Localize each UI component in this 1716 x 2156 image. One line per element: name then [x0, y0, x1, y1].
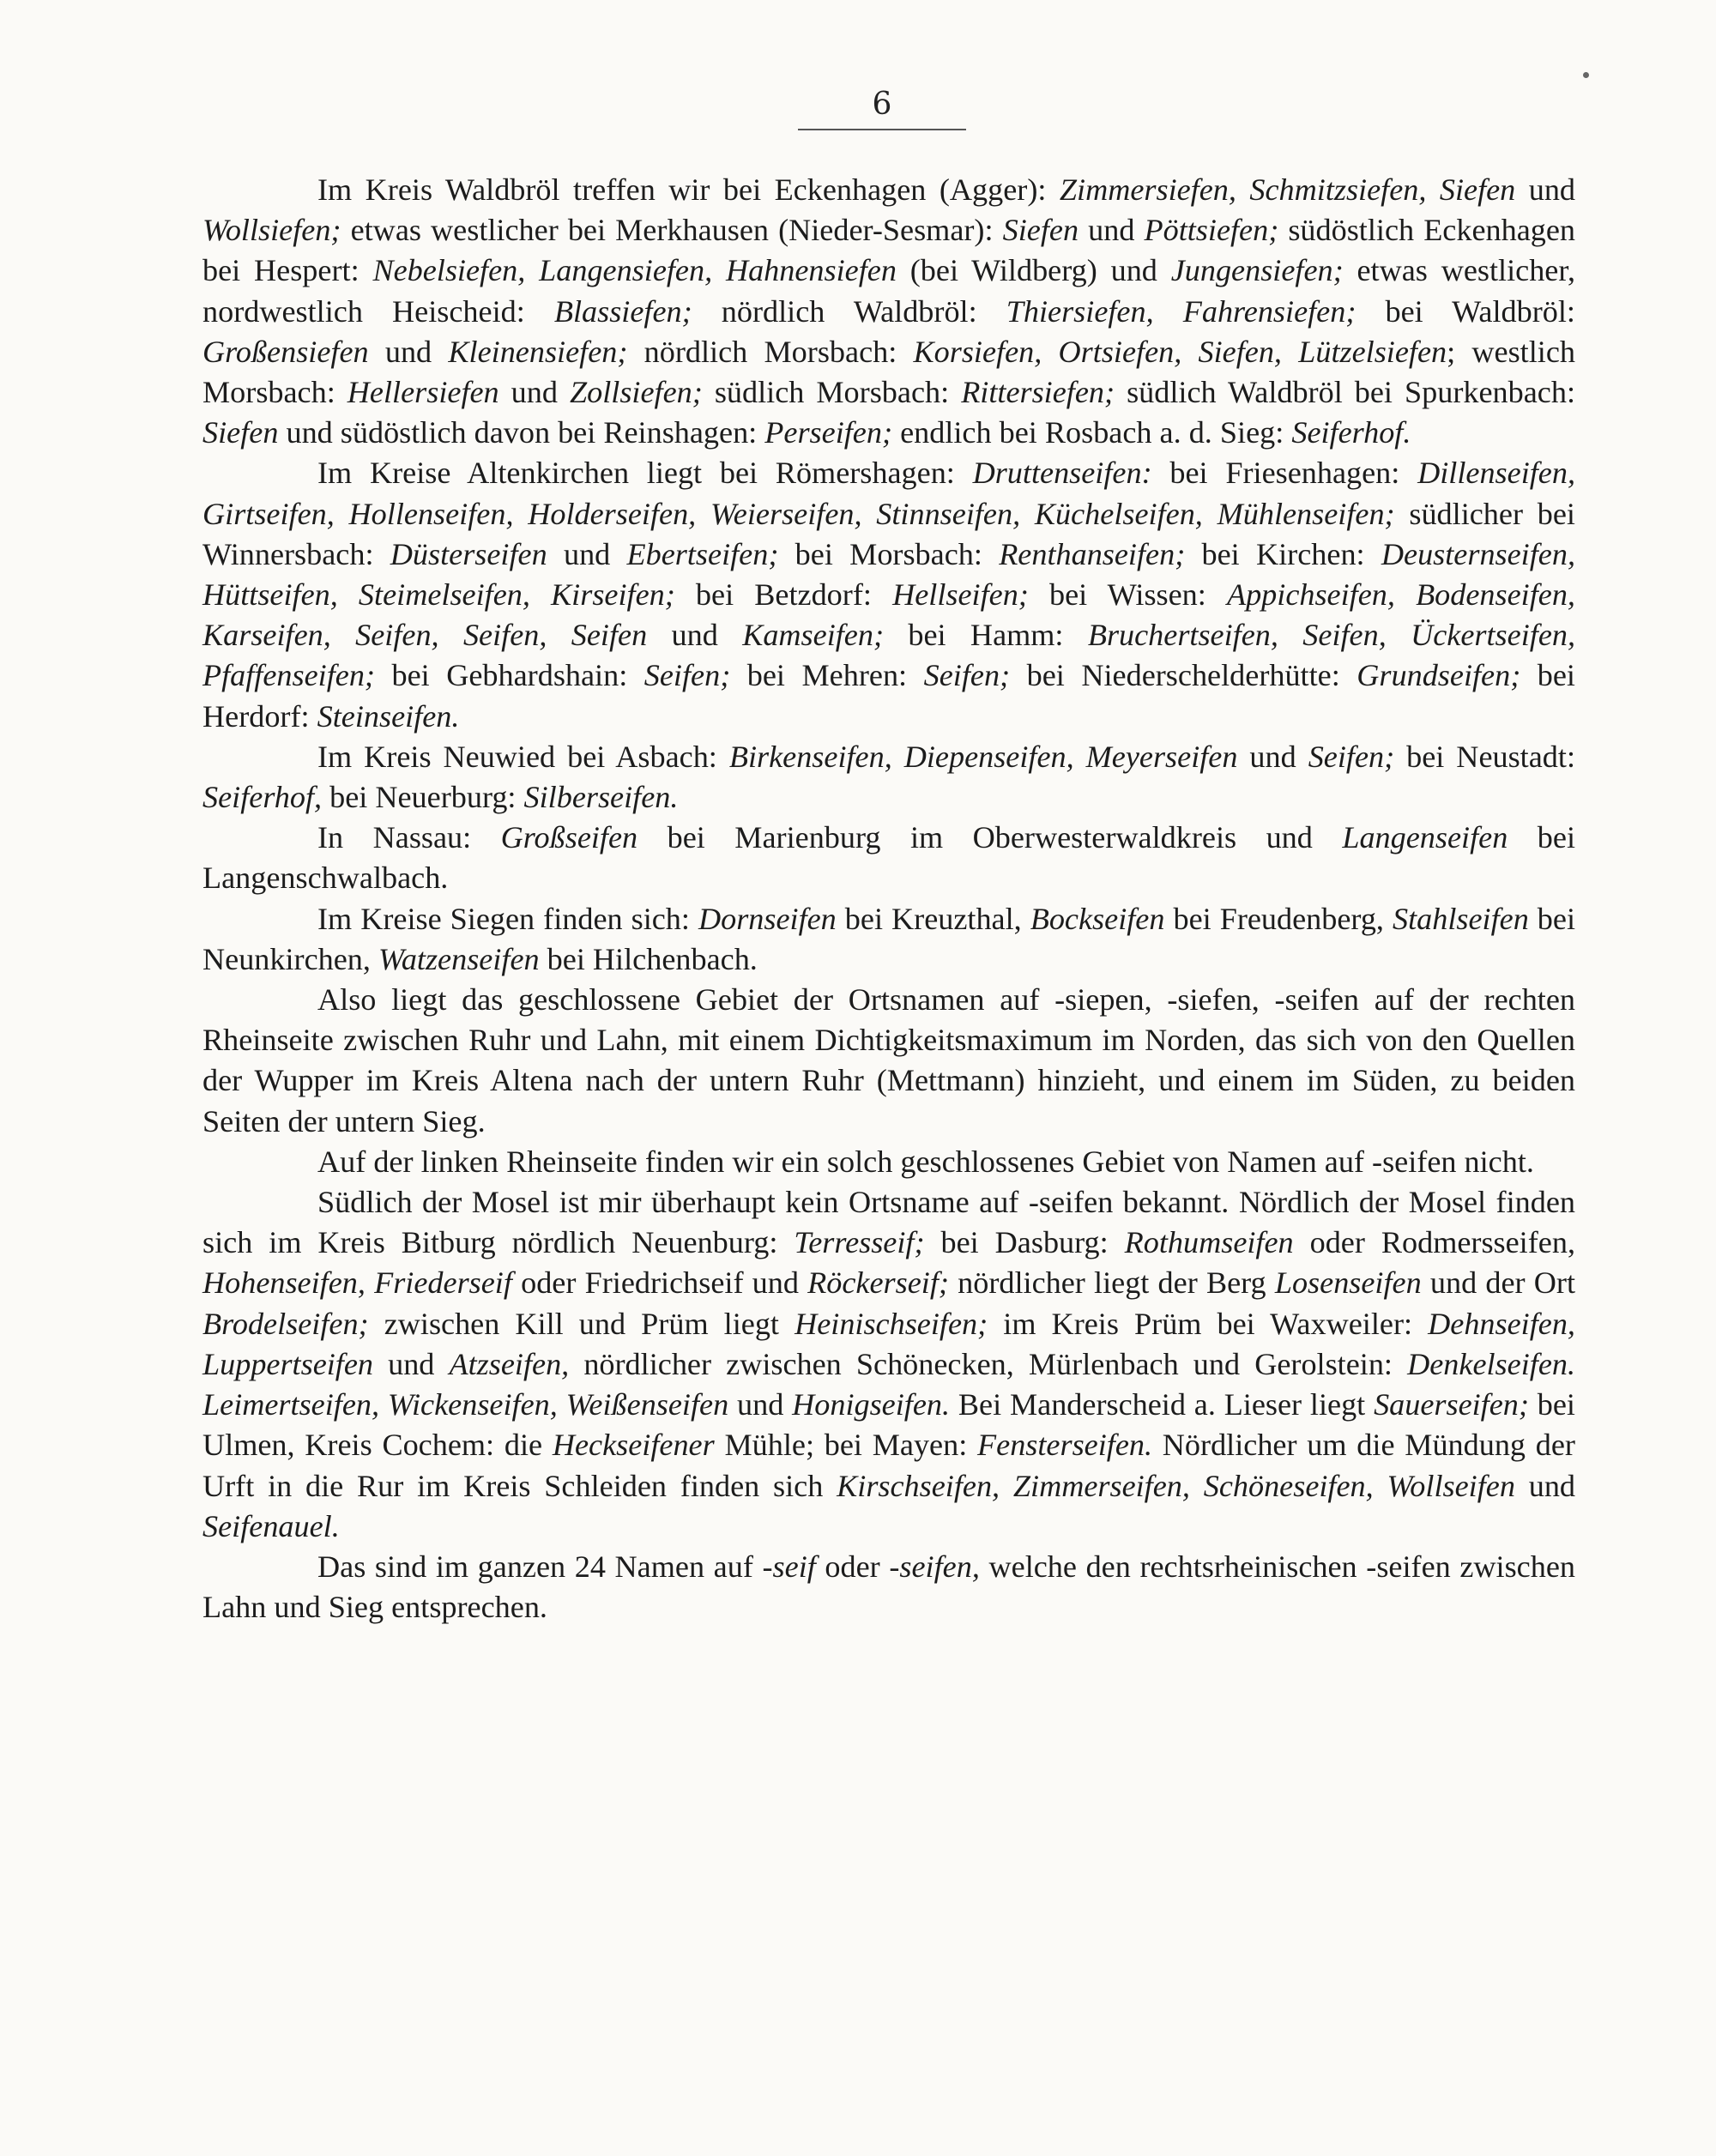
- place-name: Seiferhof,: [202, 780, 323, 815]
- text-run: nördlicher liegt der Berg: [948, 1265, 1275, 1301]
- text-run: bei Friesenhagen:: [1151, 456, 1418, 491]
- text-run: zwischen Kill und Prüm liegt: [368, 1306, 795, 1341]
- text-run: bei Waldbröl:: [1356, 293, 1575, 329]
- place-name: Hellersiefen: [347, 375, 499, 410]
- place-name: Bockseifen: [1030, 901, 1165, 936]
- text-run: und: [368, 334, 449, 369]
- place-name: Jungensiefen;: [1170, 253, 1344, 288]
- place-name: Bruchertseifen, Seifen, Ückertseifen, Pfaffenseifen;: [202, 618, 1576, 693]
- place-name: Rothumseifen: [1124, 1225, 1294, 1260]
- text-run: und: [647, 618, 743, 653]
- text-run: Im Kreis Waldbröl treffen wir bei Eckenhagen (Agger):: [317, 172, 1060, 207]
- place-name: Terresseif;: [794, 1225, 925, 1260]
- text-run: bei Wissen:: [1028, 577, 1227, 613]
- header-rule: [798, 129, 966, 130]
- text-run: und: [373, 1346, 450, 1381]
- text-run: oder Rodmersseifen,: [1293, 1225, 1575, 1260]
- text-run: Bei Manderscheid a. Lieser liegt: [950, 1387, 1375, 1422]
- page-header: [798, 86, 966, 124]
- place-name: Pöttsiefen;: [1144, 213, 1279, 248]
- place-name: Hellseifen;: [892, 577, 1029, 613]
- place-name: Druttenseifen:: [972, 456, 1152, 491]
- place-name: Großseifen: [500, 820, 638, 855]
- text-run: bei Hamm:: [884, 618, 1088, 653]
- ink-dot: [1583, 72, 1589, 78]
- text-run: Also liegt das geschlossene Gebiet der Ortsnamen auf -siepen, -siefen, -seifen auf der rechten Rheinseite zwischen Ruhr und Lahn, mit einem Dichtigkeitsmaximum im Norden, das sich von den Quellen der Wupper im Kreis Altena nach der untern Ruhr (Mettmann) hinzieht, und einem im Süden, zu beiden Seiten der untern Sieg.: [202, 982, 1575, 1138]
- text-run: und: [1237, 739, 1308, 774]
- text-run: etwas westlicher bei Merkhausen (Nieder-Sesmar):: [341, 213, 1003, 248]
- place-name: -seif: [762, 1549, 816, 1584]
- text-run: welche den rechtsrheinischen -seifen zwischen Lahn und Sieg entsprechen.: [202, 1549, 1575, 1625]
- text-run: bei Langenschwalbach.: [202, 820, 1575, 896]
- place-name: Ebertseifen;: [626, 536, 779, 571]
- paragraph: [202, 818, 1575, 898]
- text-run: nördlicher zwischen Schönecken, Mürlenbach und Gerolstein:: [569, 1346, 1408, 1381]
- text-run: und: [1079, 213, 1145, 248]
- paragraph: [202, 980, 1575, 1142]
- paragraph: [202, 1182, 1575, 1547]
- place-name: Kirschseifen, Zimmerseifen, Schöneseifen, Wollseifen: [837, 1468, 1515, 1503]
- text-run: und: [1515, 172, 1576, 207]
- place-name: Perseifen;: [764, 415, 893, 450]
- text-run: bei Ulmen, Kreis Cochem: die: [202, 1387, 1575, 1463]
- place-name: Zollsiefen;: [570, 375, 703, 410]
- text-run: bei Betzdorf:: [674, 577, 893, 613]
- text-run: bei Neustadt:: [1394, 739, 1575, 774]
- text-run: bei Gebhardshain:: [374, 658, 644, 693]
- text-run: und der Ort: [1421, 1265, 1575, 1301]
- place-name: Seifen;: [923, 658, 1011, 693]
- place-name: Kleinensiefen;: [448, 334, 628, 369]
- place-name: -seifen,: [889, 1549, 980, 1584]
- paragraph: [202, 737, 1575, 818]
- text-run: In Nassau:: [317, 820, 501, 855]
- place-name: Stahlseifen: [1392, 901, 1529, 936]
- text-run: nördlich Waldbröl:: [692, 293, 1006, 329]
- place-name: Blassiefen;: [553, 293, 692, 329]
- text-run: Auf der linken Rheinseite finden wir ein solch geschlossenes Gebiet von Namen auf -seifen nicht.: [317, 1144, 1534, 1179]
- text-run: bei Herdorf:: [202, 658, 1575, 734]
- text-run: bei Freudenberg,: [1164, 901, 1393, 936]
- place-name: Hohenseifen, Friederseif: [202, 1265, 512, 1301]
- text-run: bei Hilchenbach.: [539, 941, 758, 976]
- place-name: Dillenseifen, Girtseifen, Hollenseifen, Holderseifen, Weierseifen, Stinnseifen, Küchelseifen, Mühlenseifen;: [202, 456, 1575, 531]
- place-name: Nebelsiefen, Langensiefen, Hahnensiefen: [372, 253, 897, 288]
- text-run: Nördlicher um die Mündung der Urft in die Rur im Kreis Schleiden finden sich: [202, 1428, 1575, 1503]
- text-run: und: [547, 536, 627, 571]
- place-name: Rittersiefen;: [961, 375, 1115, 410]
- place-name: Denkelseifen. Leimertseifen, Wickenseifen, Weißenseifen: [202, 1346, 1576, 1422]
- place-name: Brodelseifen;: [202, 1306, 369, 1341]
- text-run: Im Kreise Altenkirchen liegt bei Römershagen:: [317, 456, 973, 491]
- place-name: Zimmersiefen, Schmitzsiefen, Siefen: [1059, 172, 1516, 207]
- text-run: bei Morsbach:: [778, 536, 1000, 571]
- text-run: und: [728, 1387, 793, 1422]
- page-number: 6: [872, 87, 892, 122]
- place-name: Atzseifen,: [449, 1346, 570, 1381]
- place-name: Birkenseifen, Diepenseifen, Meyerseifen: [728, 739, 1238, 774]
- text-run: und: [1514, 1468, 1575, 1503]
- place-name: Kamseifen;: [742, 618, 885, 653]
- text-run: südlicher bei Winnersbach:: [202, 496, 1575, 571]
- place-name: Steinseifen.: [317, 698, 460, 734]
- text-run: bei Kirchen:: [1185, 536, 1381, 571]
- place-name: Korsiefen, Ortsiefen, Siefen, Lützelsiefen: [913, 334, 1447, 369]
- place-name: Renthanseifen;: [999, 536, 1186, 571]
- text-run: bei Neunkirchen,: [202, 901, 1576, 976]
- text-run: ; westlich Morsbach:: [202, 334, 1576, 410]
- text-run: oder: [815, 1549, 890, 1584]
- place-name: Thiersiefen, Fahrensiefen;: [1006, 293, 1356, 329]
- place-name: Silberseifen.: [523, 780, 679, 815]
- place-name: Watzenseifen: [378, 941, 540, 976]
- text-run: bei Dasburg:: [924, 1225, 1125, 1260]
- text-run: Im Kreis Neuwied bei Asbach:: [317, 739, 729, 774]
- text-run: bei Kreuzthal,: [836, 901, 1030, 936]
- place-name: Fensterseifen.: [977, 1428, 1153, 1463]
- text-run: südlich Waldbröl bei Spurkenbach:: [1115, 375, 1575, 410]
- place-name: Siefen: [202, 415, 279, 450]
- text-run: Im Kreise Siegen finden sich:: [317, 901, 698, 936]
- paragraph: [202, 899, 1575, 980]
- place-name: Siefen: [1002, 213, 1079, 248]
- text-run: bei Mehren:: [730, 658, 924, 693]
- paragraph: [202, 1142, 1575, 1182]
- text-run: nördlich Morsbach:: [627, 334, 914, 369]
- text-run: bei Marienburg im Oberwesterwaldkreis und: [637, 820, 1343, 855]
- place-name: Seifen;: [644, 658, 731, 693]
- place-name: Sauerseifen;: [1374, 1387, 1529, 1422]
- place-name: Wollsiefen;: [202, 213, 341, 248]
- text-run: südlich Morsbach:: [702, 375, 962, 410]
- text-run: Mühle; bei Mayen:: [714, 1428, 978, 1463]
- place-name: Honigseifen.: [792, 1387, 951, 1422]
- place-name: Seifenauel.: [202, 1508, 340, 1543]
- paragraph: [202, 453, 1575, 736]
- place-name: Dehnseifen, Luppertseifen: [202, 1306, 1575, 1381]
- text-run: endlich bei Rosbach a. d. Sieg:: [892, 415, 1292, 450]
- text-run: oder Friedrichseif und: [511, 1265, 808, 1301]
- place-name: Losenseifen: [1274, 1265, 1422, 1301]
- place-name: Großensiefen: [202, 334, 369, 369]
- paragraph: [202, 1547, 1575, 1628]
- text-run: im Kreis Prüm bei Waxweiler:: [988, 1306, 1429, 1341]
- place-name: Langenseifen: [1342, 820, 1508, 855]
- text-run: bei Niederschelderhütte:: [1010, 658, 1357, 693]
- text-run: etwas westlicher, nordwestlich Heischeid:: [202, 253, 1576, 329]
- text-run: und südöstlich davon bei Reinshagen:: [278, 415, 765, 450]
- place-name: Heinischseifen;: [795, 1306, 988, 1341]
- place-name: Seifen;: [1308, 739, 1395, 774]
- place-name: Appichseifen, Bodenseifen, Karseifen, Seifen, Seifen, Seifen: [202, 577, 1575, 653]
- text-run: südöstlich Eckenhagen bei Hespert:: [202, 213, 1576, 288]
- text-run: und: [498, 375, 570, 410]
- place-name: Grundseifen;: [1356, 658, 1521, 693]
- text-run: (bei Wildberg) und: [896, 253, 1171, 288]
- place-name: Deusternseifen, Hüttseifen, Steimelseifen, Kirseifen;: [202, 536, 1575, 613]
- place-name: Heckseifener: [552, 1428, 715, 1463]
- place-name: Dornseifen: [698, 901, 837, 936]
- paragraph: [202, 170, 1575, 453]
- text-run: bei Neuerburg:: [322, 780, 524, 815]
- body-text: [202, 170, 1575, 1628]
- text-run: Südlich der Mosel ist mir überhaupt kein Ortsname auf -seifen bekannt. Nördlich der Mosel finden sich im Kreis Bitburg nördlich Neuenburg:: [202, 1185, 1575, 1260]
- place-name: Röckerseif;: [807, 1265, 949, 1301]
- text-run: Das sind im ganzen 24 Namen auf: [317, 1549, 763, 1584]
- place-name: Düsterseifen: [390, 536, 547, 571]
- place-name: Seiferhof.: [1291, 415, 1411, 450]
